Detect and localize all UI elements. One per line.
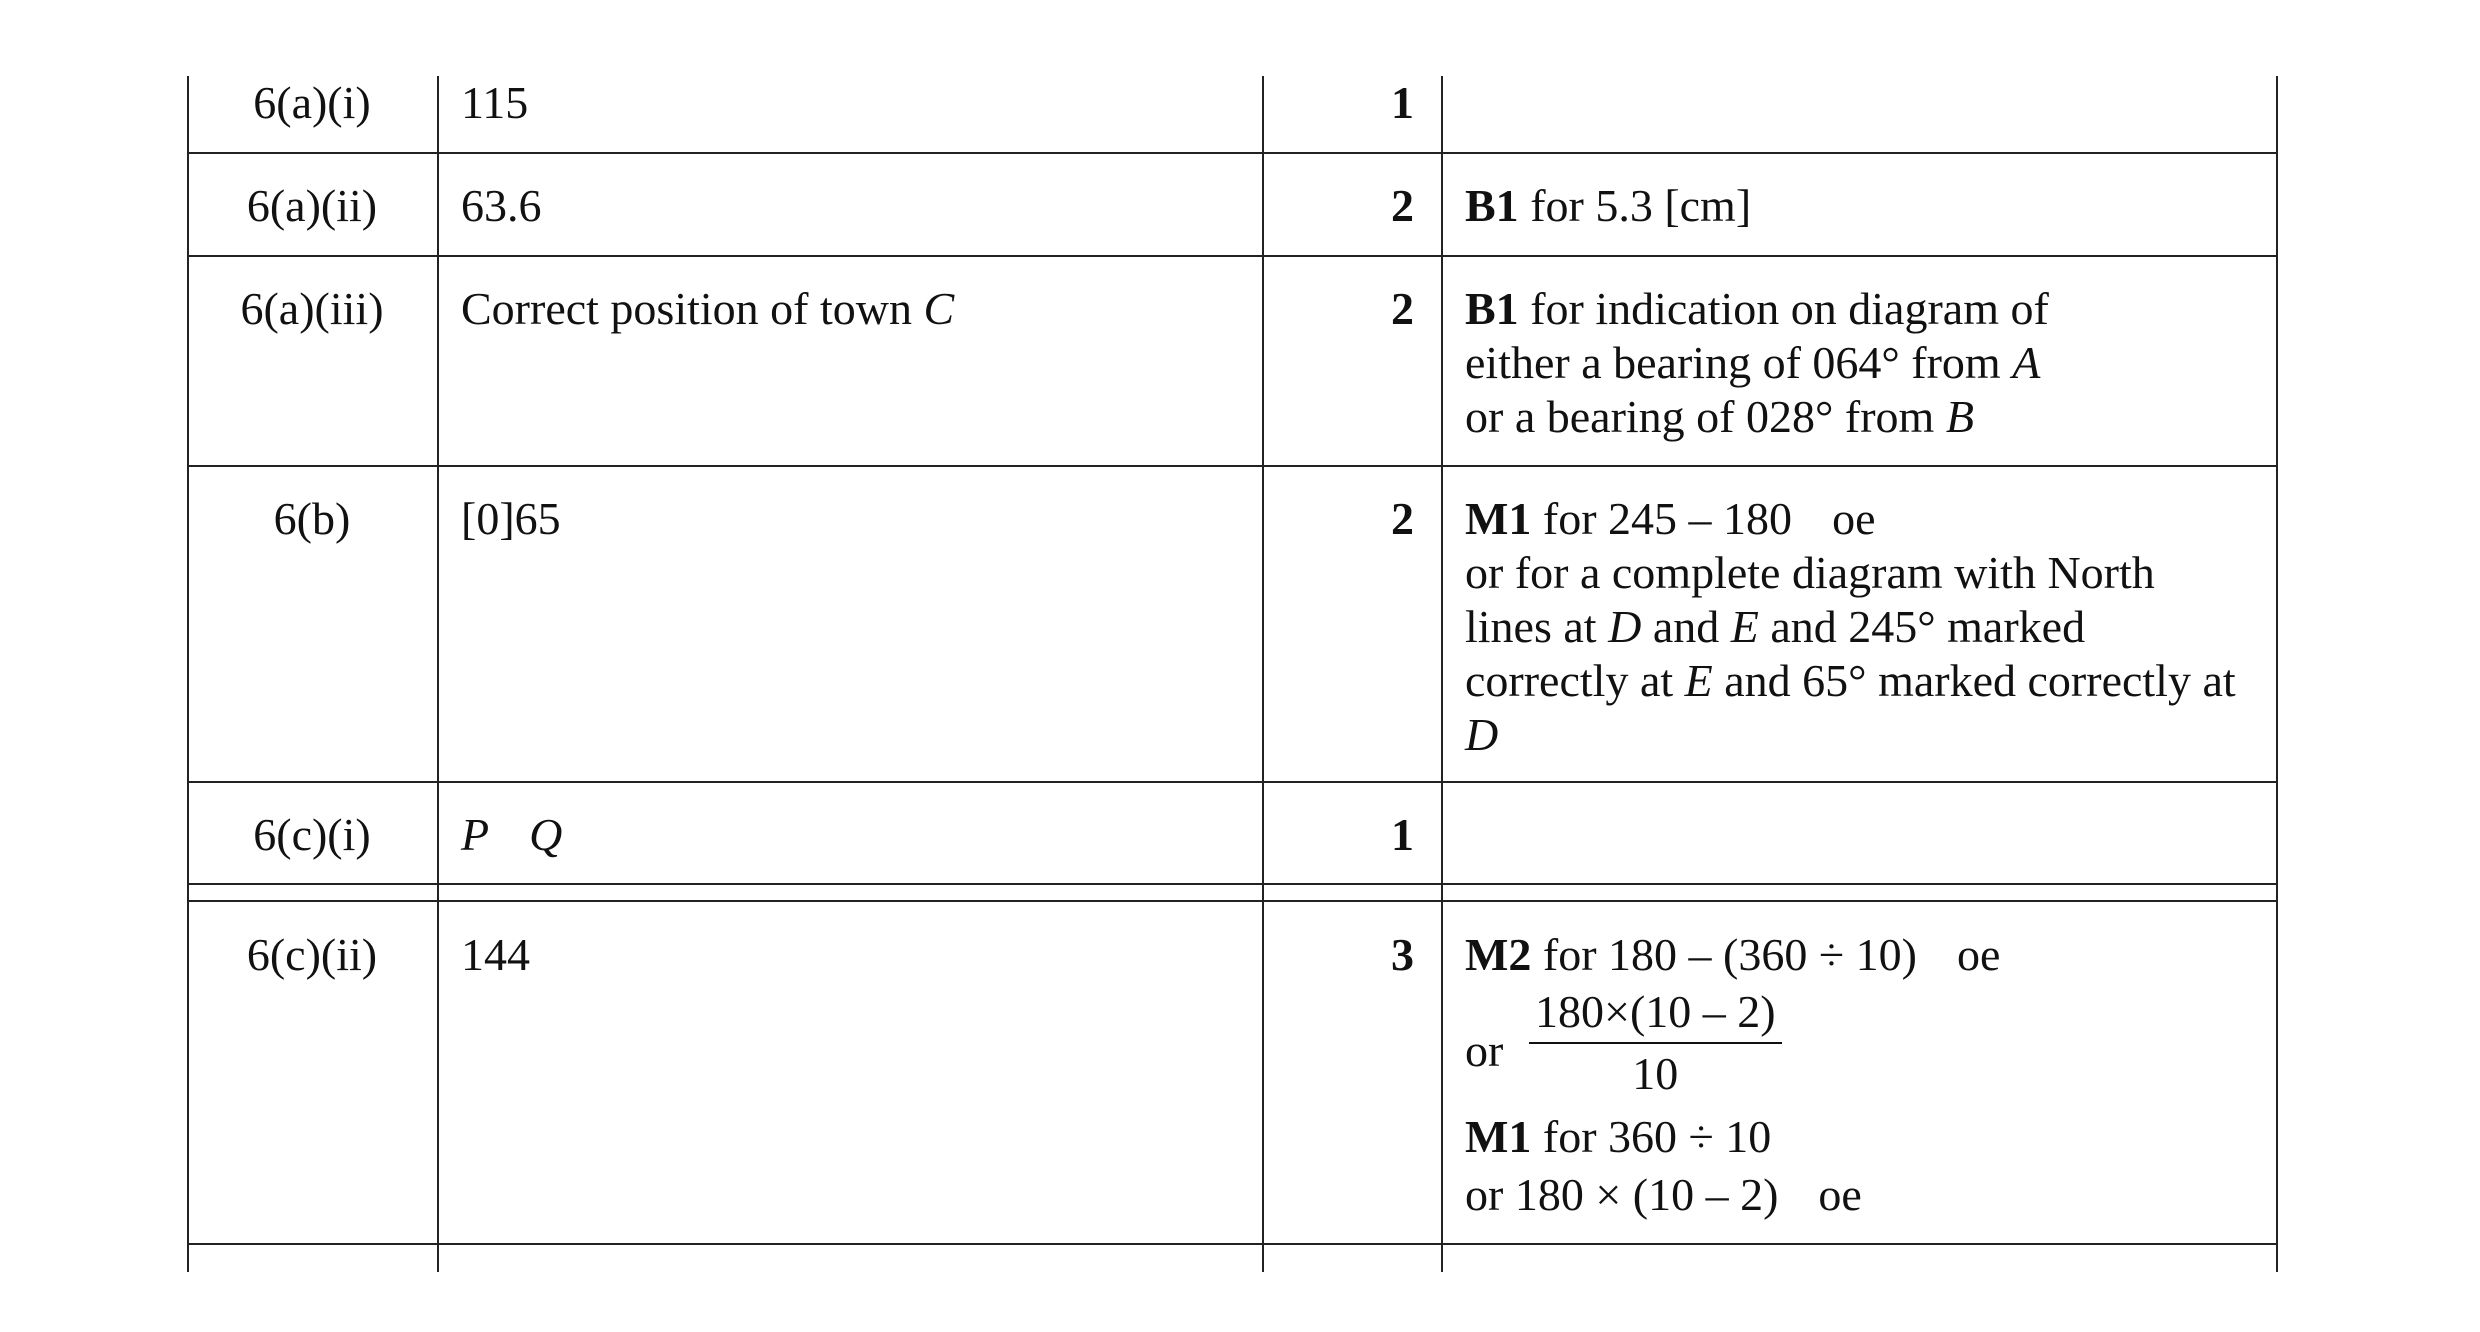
answer-text: Correct position of town (461, 283, 924, 334)
guidance-line (1465, 179, 1751, 233)
mark-cell: 2 (1391, 493, 1414, 544)
guidance-line (1465, 1110, 2000, 1164)
mark-cell: 2 (1391, 180, 1414, 231)
part-label: 6(c)(ii) (246, 929, 378, 980)
guidance-text: for 5.3 [cm] (1518, 180, 1752, 231)
fraction-denominator: 10 (1632, 1048, 1679, 1099)
part-label: 6(a)(iii) (240, 283, 384, 334)
row-divider (187, 152, 2278, 154)
oe-label: oe (1956, 929, 2001, 980)
guidance-line (1465, 654, 2236, 708)
answer-cell (461, 808, 562, 862)
answer-cell (461, 282, 954, 336)
answer-variable: P (461, 809, 490, 860)
answer-cell: [0]65 (461, 493, 561, 544)
part-label: 6(a)(ii) (246, 180, 378, 231)
guidance-line (1465, 708, 2236, 762)
guidance-text: and (1641, 601, 1731, 652)
mark-code: B1 (1465, 180, 1519, 231)
guidance-cell (1465, 928, 2000, 1222)
row-divider (187, 781, 2278, 783)
guidance-line (1465, 1168, 2000, 1222)
guidance-text: for 180 – (360 ÷ 10) (1531, 929, 1917, 980)
guidance-text: or for a complete diagram with North (1465, 547, 2155, 598)
answer-cell: 63.6 (461, 180, 542, 231)
row-divider (187, 883, 2278, 885)
guidance-line (1465, 492, 2236, 546)
oe-label: oe (1818, 1169, 1862, 1220)
mark-code: M2 (1465, 929, 1532, 980)
guidance-line (1465, 546, 2236, 600)
answer-variable: C (923, 283, 955, 334)
answer-cell: 115 (461, 77, 529, 128)
mark-cell: 1 (1391, 77, 1414, 128)
row-divider (187, 900, 2278, 902)
guidance-text: and 65° marked correctly at (1712, 655, 2236, 706)
row-divider (187, 465, 2278, 467)
guidance-variable: E (1684, 655, 1713, 706)
guidance-variable: B (1945, 391, 1974, 442)
guidance-variable: A (2012, 337, 2041, 388)
guidance-text: either a bearing of 064° from (1465, 337, 2013, 388)
guidance-variable: D (1608, 601, 1642, 652)
row-divider (187, 255, 2278, 257)
guidance-cell (1465, 282, 2049, 444)
guidance-text: for indication on diagram of (1518, 283, 2049, 334)
guidance-text: correctly at (1465, 655, 1685, 706)
fraction (1529, 982, 1782, 1104)
fraction-numerator: 180×(10 – 2) (1529, 982, 1782, 1044)
guidance-line (1465, 600, 2236, 654)
mark-code: M1 (1465, 493, 1532, 544)
guidance-line (1465, 390, 2049, 444)
mark-cell: 1 (1391, 809, 1414, 860)
mark-cell: 2 (1391, 283, 1414, 334)
row-divider (187, 1243, 2278, 1245)
guidance-text: and 245° marked (1758, 601, 2086, 652)
guidance-cell (1465, 492, 2236, 762)
guidance-fraction-line (1465, 982, 2000, 1110)
mark-code: B1 (1465, 283, 1519, 334)
guidance-line (1465, 282, 2049, 336)
part-label: 6(c)(i) (253, 809, 371, 860)
guidance-text: or a bearing of 028° from (1465, 391, 1946, 442)
mark-cell: 3 (1391, 929, 1414, 980)
guidance-text: for 360 ÷ 10 (1531, 1111, 1772, 1162)
guidance-text: for 245 – 180 (1531, 493, 1793, 544)
guidance-line (1465, 336, 2049, 390)
guidance-variable: E (1730, 601, 1759, 652)
part-label: 6(b) (273, 493, 351, 544)
guidance-cell (1465, 179, 1751, 233)
guidance-text: or 180 × (10 – 2) (1465, 1169, 1779, 1220)
answer-cell: 144 (461, 929, 530, 980)
guidance-variable: D (1465, 709, 1499, 760)
oe-label: oe (1832, 493, 1876, 544)
guidance-line (1465, 928, 2000, 982)
mark-code: M1 (1465, 1111, 1532, 1162)
part-label: 6(a)(i) (253, 77, 371, 128)
answer-variable: Q (529, 809, 563, 860)
guidance-text: lines at (1465, 601, 1609, 652)
guidance-text: or (1465, 1025, 1504, 1076)
